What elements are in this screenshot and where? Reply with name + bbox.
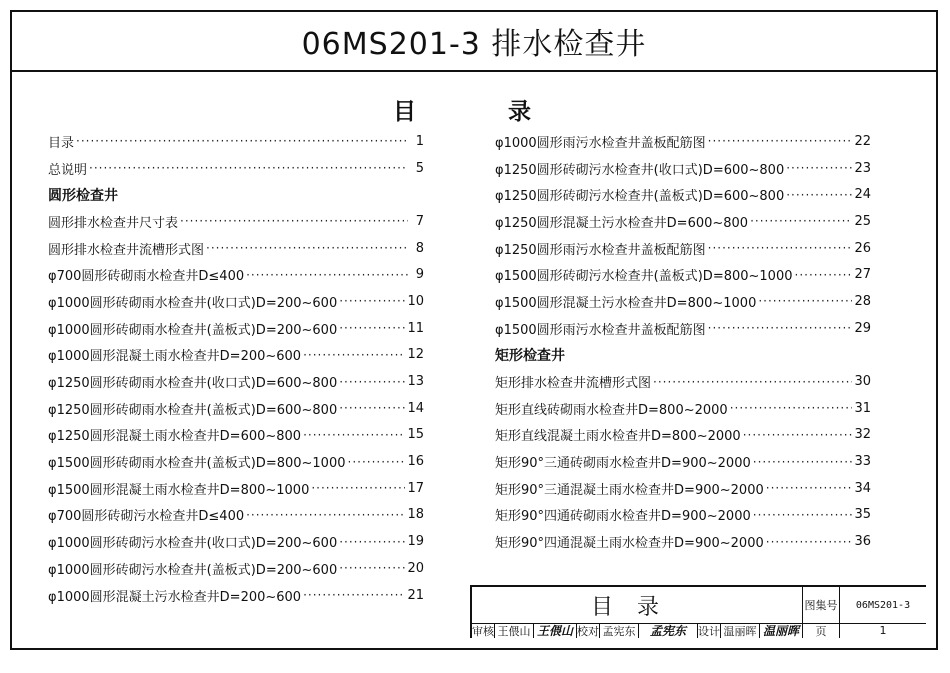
toc-entry[interactable] bbox=[48, 582, 424, 609]
toc-entry[interactable] bbox=[495, 261, 871, 288]
toc-section-heading bbox=[48, 181, 424, 208]
toc-entry-title: 矩形检查井 bbox=[495, 347, 565, 364]
toc-entry[interactable] bbox=[495, 288, 871, 315]
toc-entry-page: 10 bbox=[407, 293, 424, 309]
title-block bbox=[470, 585, 926, 638]
toc-entry[interactable] bbox=[48, 555, 424, 582]
review-name: 王偎山 bbox=[497, 624, 531, 638]
toc-entry[interactable] bbox=[48, 288, 424, 315]
check-signature: 孟宪东 bbox=[649, 624, 686, 638]
dot-leader bbox=[76, 134, 408, 148]
toc-entry-title: φ1000圆形雨污水检查井盖板配筋图 bbox=[495, 135, 706, 151]
toc-entry[interactable] bbox=[495, 395, 871, 422]
toc-entry-title: φ1250圆形雨污水检查井盖板配筋图 bbox=[495, 242, 706, 258]
toc-entry-page: 31 bbox=[854, 400, 871, 416]
toc-entry-title: φ700圆形砖砌雨水检查井D≤400 bbox=[48, 269, 245, 285]
toc-entry[interactable] bbox=[48, 261, 424, 288]
toc-entry-page: 5 bbox=[415, 160, 424, 176]
toc-entry-title: φ1500圆形砖砌污水检查井(盖板式)D=800~1000 bbox=[495, 269, 793, 285]
toc-entry-title: 矩形90°三通砖砌雨水检查井D=900~2000 bbox=[495, 456, 751, 472]
toc-heading-right: 录 bbox=[508, 99, 531, 125]
toc-entry-page: 30 bbox=[854, 374, 871, 390]
toc-entry[interactable] bbox=[48, 235, 424, 262]
toc-entry[interactable] bbox=[495, 181, 871, 208]
review-signature: 王偎山 bbox=[536, 624, 573, 638]
toc-entry-title: 矩形直线混凝土雨水检查井D=800~2000 bbox=[495, 429, 741, 445]
toc-entry[interactable] bbox=[48, 315, 424, 342]
dot-leader bbox=[786, 161, 852, 175]
dot-leader bbox=[708, 134, 853, 148]
dot-leader bbox=[246, 508, 405, 522]
toc-entry-page: 22 bbox=[854, 133, 871, 149]
toc-entry[interactable] bbox=[48, 395, 424, 422]
toc-entry[interactable] bbox=[48, 128, 424, 155]
dot-leader bbox=[750, 214, 852, 228]
toc-entry-page: 20 bbox=[407, 560, 424, 576]
toc-entry[interactable] bbox=[495, 448, 871, 475]
toc-entry-title: φ1250圆形混凝土污水检查井D=600~800 bbox=[495, 215, 749, 231]
toc-entry[interactable] bbox=[48, 475, 424, 502]
dot-leader bbox=[339, 321, 405, 335]
page-number: 1 bbox=[879, 624, 887, 637]
toc-entry-page: 16 bbox=[407, 454, 424, 470]
toc-entry[interactable] bbox=[495, 368, 871, 395]
toc-entry[interactable] bbox=[495, 475, 871, 502]
dot-leader bbox=[303, 588, 405, 602]
document-title: 06MS201-3 排水检查井 bbox=[12, 12, 936, 72]
dot-leader bbox=[758, 294, 852, 308]
dot-leader bbox=[786, 188, 852, 202]
dot-leader bbox=[753, 455, 853, 469]
check-name: 孟宪东 bbox=[602, 624, 636, 638]
toc-entry-title: φ1500圆形砖砌雨水检查井(盖板式)D=800~1000 bbox=[48, 456, 346, 472]
page-label: 页 bbox=[815, 624, 827, 638]
dot-leader bbox=[311, 481, 405, 495]
check-label: 校对 bbox=[577, 624, 599, 638]
toc-entry[interactable] bbox=[495, 315, 871, 342]
dot-leader bbox=[766, 535, 853, 549]
toc-entry-title: 圆形检查井 bbox=[48, 187, 118, 204]
toc-heading-left: 目 bbox=[393, 99, 416, 125]
toc-entry-title: 总说明 bbox=[48, 162, 88, 178]
toc-entry-page: 9 bbox=[415, 267, 424, 283]
toc-entry[interactable] bbox=[48, 208, 424, 235]
toc-entry-page: 21 bbox=[407, 587, 424, 603]
toc-entry[interactable] bbox=[48, 528, 424, 555]
toc-entry-title: φ1250圆形砖砌污水检查井(盖板式)D=600~800 bbox=[495, 189, 785, 205]
dot-leader bbox=[339, 535, 405, 549]
toc-entry-title: φ1250圆形砖砌雨水检查井(盖板式)D=600~800 bbox=[48, 402, 338, 418]
toc-entry-page: 23 bbox=[854, 160, 871, 176]
toc-entry-page: 15 bbox=[407, 427, 424, 443]
toc-entry-page: 29 bbox=[854, 320, 871, 336]
toc-section-heading bbox=[495, 342, 871, 369]
dot-leader bbox=[339, 401, 405, 415]
dot-leader bbox=[303, 428, 405, 442]
dot-leader bbox=[708, 321, 853, 335]
toc-entry-title: φ1000圆形混凝土污水检查井D=200~600 bbox=[48, 589, 302, 605]
dot-leader bbox=[730, 401, 853, 415]
toc-entry-page: 11 bbox=[407, 320, 424, 336]
toc-entry[interactable] bbox=[48, 155, 424, 182]
toc-entry-title: φ1000圆形砖砌污水检查井(收口式)D=200~600 bbox=[48, 536, 338, 552]
toc-entry[interactable] bbox=[495, 208, 871, 235]
toc-entry-title: 矩形排水检查井流槽形式图 bbox=[495, 376, 652, 392]
toc-right-column bbox=[495, 128, 871, 555]
toc-entry-title: 圆形排水检查井流槽形式图 bbox=[48, 242, 205, 258]
toc-entry-title: φ1500圆形混凝土雨水检查井D=800~1000 bbox=[48, 482, 310, 498]
toc-entry-page: 17 bbox=[407, 480, 424, 496]
toc-entry-title: 目录 bbox=[48, 135, 75, 151]
dot-leader bbox=[303, 348, 405, 362]
dot-leader bbox=[339, 561, 405, 575]
design-name: 温丽晖 bbox=[723, 624, 757, 638]
dot-leader bbox=[246, 268, 408, 282]
toc-entry-page: 25 bbox=[854, 213, 871, 229]
toc-entry[interactable] bbox=[48, 368, 424, 395]
toc-entry-page: 24 bbox=[854, 187, 871, 203]
dot-leader bbox=[206, 241, 408, 255]
toc-entry-title: φ1500圆形混凝土污水检查井D=800~1000 bbox=[495, 295, 757, 311]
design-label: 设计 bbox=[698, 624, 720, 638]
atlas-label: 图集号 bbox=[804, 599, 838, 612]
toc-entry-title: 矩形90°三通混凝土雨水检查井D=900~2000 bbox=[495, 482, 764, 498]
toc-entry-page: 1 bbox=[415, 133, 424, 149]
title-block-top-row bbox=[472, 587, 926, 624]
toc-entry-page: 14 bbox=[407, 400, 424, 416]
toc-entry[interactable] bbox=[495, 502, 871, 529]
title-block-title: 目录 bbox=[590, 594, 683, 620]
toc-left-column bbox=[48, 128, 424, 608]
toc-entry[interactable] bbox=[495, 155, 871, 182]
dot-leader bbox=[708, 241, 853, 255]
toc-entry-page: 33 bbox=[854, 454, 871, 470]
title-block-signature-row bbox=[472, 623, 926, 638]
review-label: 审核 bbox=[472, 624, 494, 638]
toc-entry-page: 18 bbox=[407, 507, 424, 523]
toc-entry-title: φ1000圆形混凝土雨水检查井D=200~600 bbox=[48, 349, 302, 365]
dot-leader bbox=[89, 161, 408, 175]
toc-entry[interactable] bbox=[495, 528, 871, 555]
toc-entry-page: 36 bbox=[854, 534, 871, 550]
dot-leader bbox=[743, 428, 853, 442]
dot-leader bbox=[180, 214, 408, 228]
toc-entry-page: 34 bbox=[854, 480, 871, 496]
toc-entry-title: 圆形排水检查井尺寸表 bbox=[48, 215, 179, 231]
toc-entry[interactable] bbox=[495, 235, 871, 262]
dot-leader bbox=[766, 481, 853, 495]
toc-entry-title: φ1250圆形砖砌污水检查井(收口式)D=600~800 bbox=[495, 162, 785, 178]
toc-entry-title: φ1000圆形砖砌雨水检查井(盖板式)D=200~600 bbox=[48, 322, 338, 338]
toc-entry-title: φ1500圆形雨污水检查井盖板配筋图 bbox=[495, 322, 706, 338]
toc-entry-page: 26 bbox=[854, 240, 871, 256]
dot-leader bbox=[753, 508, 853, 522]
toc-entry-page: 7 bbox=[415, 213, 424, 229]
toc-entry[interactable] bbox=[495, 422, 871, 449]
toc-entry-page: 13 bbox=[407, 374, 424, 390]
toc-entry-title: 矩形90°四通砖砌雨水检查井D=900~2000 bbox=[495, 509, 751, 525]
dot-leader bbox=[348, 455, 406, 469]
toc-entry-page: 28 bbox=[854, 293, 871, 309]
toc-entry-page: 8 bbox=[415, 240, 424, 256]
toc-entry[interactable] bbox=[48, 448, 424, 475]
dot-leader bbox=[795, 268, 853, 282]
toc-entry-page: 32 bbox=[854, 427, 871, 443]
toc-entry-page: 27 bbox=[854, 267, 871, 283]
toc-entry[interactable] bbox=[48, 422, 424, 449]
toc-entry-title: 矩形90°四通混凝土雨水检查井D=900~2000 bbox=[495, 536, 764, 552]
toc-entry-title: φ1250圆形砖砌雨水检查井(收口式)D=600~800 bbox=[48, 376, 338, 392]
toc-entry-title: φ700圆形砖砌污水检查井D≤400 bbox=[48, 509, 245, 525]
atlas-number: 06MS201-3 bbox=[855, 599, 911, 611]
design-signature: 温丽晖 bbox=[762, 624, 799, 638]
toc-entry-title: φ1000圆形砖砌污水检查井(盖板式)D=200~600 bbox=[48, 562, 338, 578]
toc-entry-page: 12 bbox=[407, 347, 424, 363]
toc-entry-page: 19 bbox=[407, 534, 424, 550]
toc-entry-title: φ1250圆形混凝土雨水检查井D=600~800 bbox=[48, 429, 302, 445]
toc-entry-title: 矩形直线砖砌雨水检查井D=800~2000 bbox=[495, 402, 728, 418]
toc-entry-page: 35 bbox=[854, 507, 871, 523]
toc-entry-title: φ1000圆形砖砌雨水检查井(收口式)D=200~600 bbox=[48, 295, 338, 311]
toc-entry[interactable] bbox=[48, 502, 424, 529]
dot-leader bbox=[339, 375, 405, 389]
dot-leader bbox=[339, 294, 405, 308]
dot-leader bbox=[653, 375, 852, 389]
toc-entry[interactable] bbox=[48, 342, 424, 369]
toc-entry[interactable] bbox=[495, 128, 871, 155]
